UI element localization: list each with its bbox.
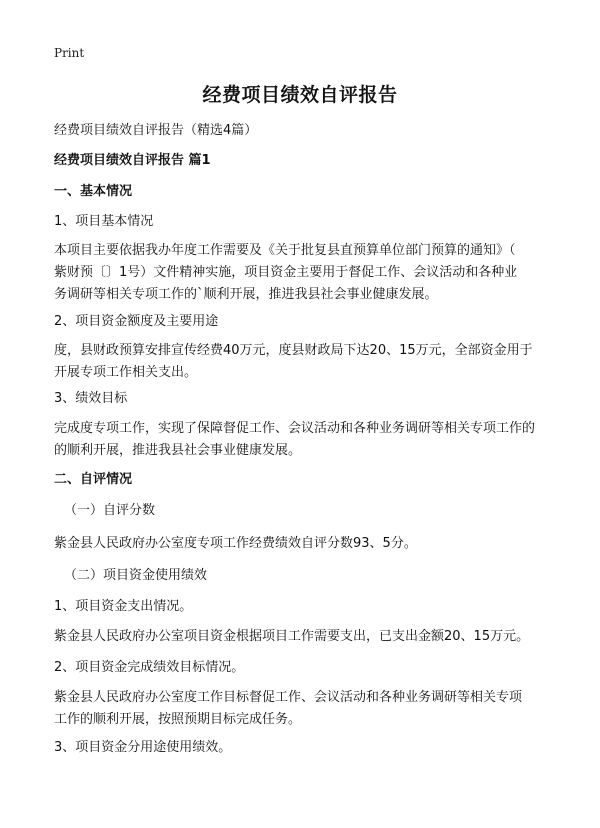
paragraph-line: 度，县财政预算安排宣传经费40万元，度县财政局下达20、15万元，全部资金用于 [54,343,533,358]
item2-paragraph [54,340,554,384]
item1-paragraph [54,240,554,306]
article-heading: 经费项目绩效自评报告 篇1 [54,153,211,168]
section-heading-basic-info: 一、基本情况 [54,184,133,199]
sub2-item3-heading: 3、项目资金分用途使用绩效。 [54,740,232,755]
sub1-paragraph: 紫金县人民政府办公室度专项工作经费绩效自评分数93、5分。 [54,536,417,551]
paragraph-line: 的顺利开展，推进我县社会事业健康发展。 [54,443,302,458]
paragraph-line: 工作的顺利开展，按照预期目标完成任务。 [54,712,302,727]
paragraph-line: 务调研等相关专项工作的`顺利开展，推进我县社会事业健康发展。 [54,287,438,302]
item3-heading: 3、绩效目标 [54,391,128,406]
sub2-item1-heading: 1、项目资金支出情况。 [54,599,193,614]
paragraph-line: 完成度专项工作，实现了保障督促工作、会议活动和各种业务调研等相关专项工作的 [54,421,536,436]
section-heading-self-evaluation: 二、自评情况 [54,472,133,487]
sub2-item2-paragraph [54,687,554,731]
document-subtitle: 经费项目绩效自评报告（精选4篇） [54,123,258,138]
paragraph-line: 紫金县人民政府办公室度工作目标督促工作、会议活动和各种业务调研等相关专项 [54,690,523,705]
sub2-item1-paragraph: 紫金县人民政府办公室项目资金根据项目工作需要支出，已支出金额20、15万元。 [54,629,530,644]
paragraph-line: 开展专项工作相关支出。 [54,365,198,380]
page-title: 经费项目绩效自评报告 [202,84,398,106]
print-label: Print [54,46,85,60]
sub2-heading: （二）项目资金使用绩效 [64,568,208,583]
item1-heading: 1、项目基本情况 [54,214,154,229]
sub2-item2-heading: 2、项目资金完成绩效目标情况。 [54,660,245,675]
item2-heading: 2、项目资金额度及主要用途 [54,314,219,329]
paragraph-line: 紫财预〔〕1号）文件精神实施，项目资金主要用于督促工作、会议活动和各种业 [54,265,518,280]
paragraph-line: 本项目主要依据我办年度工作需要及《关于批复县直预算单位部门预算的通知》（ [54,243,516,258]
item3-paragraph [54,418,554,462]
sub1-heading: （一）自评分数 [64,503,156,518]
